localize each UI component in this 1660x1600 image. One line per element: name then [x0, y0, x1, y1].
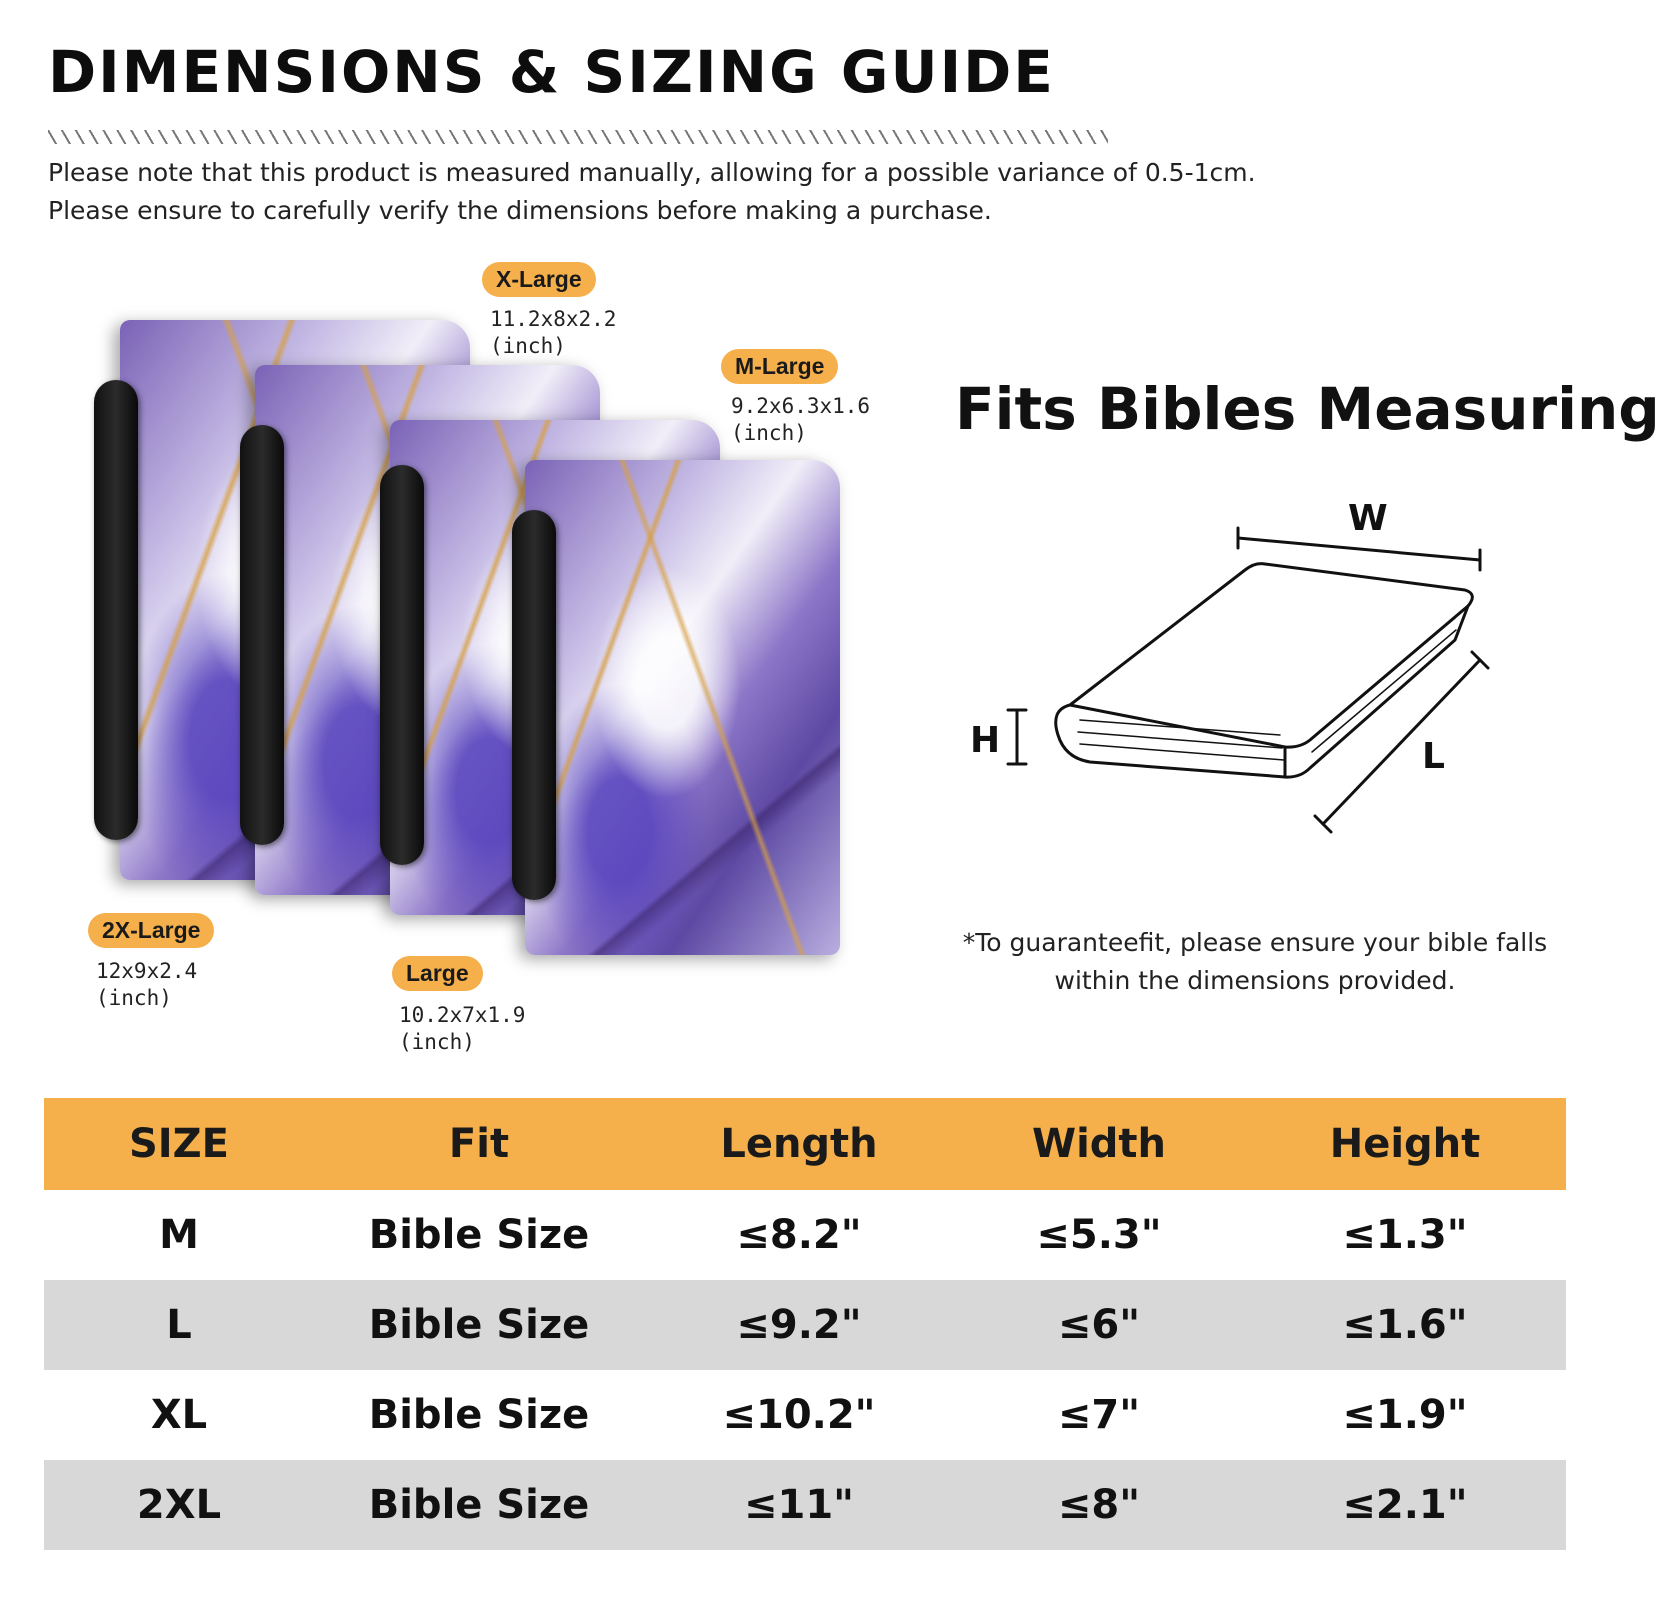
column-header-width: Width: [954, 1098, 1244, 1190]
dims-value: 9.2x6.3x1.6: [731, 394, 871, 418]
size-dims-x-large: [490, 306, 616, 360]
cell-width: ≤8": [954, 1460, 1244, 1550]
table-row: [44, 1190, 1566, 1280]
cell-length: ≤11": [644, 1460, 954, 1550]
cell-length: ≤8.2": [736, 1212, 862, 1258]
cell-length: ≤10.2": [722, 1392, 876, 1438]
dims-unit: (inch): [490, 334, 566, 358]
column-header-length: Length: [644, 1098, 954, 1190]
cell-size: XL: [150, 1392, 208, 1438]
dims-unit: (inch): [96, 986, 172, 1010]
size-dims-large: [399, 1002, 525, 1056]
dims-unit: (inch): [731, 421, 807, 445]
cell-height: ≤1.9": [1342, 1392, 1468, 1438]
cell-width: ≤6": [954, 1280, 1244, 1370]
cell-height: ≤1.3": [1342, 1212, 1468, 1258]
fit-guarantee-note-line-2: within the dimensions provided.: [1054, 966, 1456, 995]
cell-size: L: [44, 1280, 314, 1370]
cell-fit: Bible Size: [314, 1460, 644, 1550]
column-header-fit: Fit: [314, 1098, 644, 1190]
size-badge-x-large: X-Large: [482, 262, 596, 297]
cell-length: ≤9.2": [644, 1280, 954, 1370]
table-row: [44, 1460, 1566, 1550]
cell-size: 2XL: [44, 1460, 314, 1550]
handle-icon: [512, 510, 556, 900]
table-row: [44, 1370, 1566, 1460]
cell-width: ≤7": [1057, 1392, 1141, 1438]
cell-fit: Bible Size: [314, 1280, 644, 1370]
dims-value: 10.2x7x1.9: [399, 1003, 526, 1027]
book-cover-top: [1070, 564, 1472, 748]
column-header-size: SIZE: [44, 1098, 314, 1190]
size-dims-2x-large: [96, 958, 197, 1012]
dimension-label-l: L: [1422, 736, 1445, 777]
dims-value: 12x9x2.4: [96, 959, 198, 983]
cell-fit: Bible Size: [368, 1212, 590, 1258]
dims-unit: (inch): [399, 1030, 475, 1054]
measurement-note: Please note that this product is measured manually, allowing for a possible variance of 0.5-1cm.: [48, 158, 1256, 187]
cell-fit: Bible Size: [368, 1392, 590, 1438]
size-badge-large: Large: [392, 956, 483, 991]
fits-title: Fits Bibles Measuring: [955, 375, 1660, 443]
handle-icon: [380, 465, 424, 865]
size-dims-m-large: [731, 393, 870, 447]
dims-value: 11.2x8x2.2: [490, 307, 617, 331]
cell-height: ≤2.1": [1244, 1460, 1566, 1550]
table-header-row: [44, 1098, 1566, 1190]
column-header-height: Height: [1244, 1098, 1566, 1190]
cell-size: M: [159, 1212, 199, 1258]
hatch-divider: [48, 130, 1108, 144]
fit-guarantee-note: *To guaranteefit, please ensure your bible falls: [962, 928, 1548, 957]
page-title: DIMENSIONS & SIZING GUIDE: [48, 38, 1055, 106]
size-badge-m-large: M-Large: [721, 349, 838, 384]
handle-icon: [240, 425, 284, 845]
handle-icon: [94, 380, 138, 840]
dimension-label-w: W: [1348, 498, 1388, 539]
verify-note: Please ensure to carefully verify the dimensions before making a purchase.: [48, 196, 992, 225]
table-row: [44, 1280, 1566, 1370]
size-badge-2x-large: 2X-Large: [88, 913, 214, 948]
dimension-label-h: H: [970, 720, 1001, 761]
cover-m-large: [525, 460, 840, 955]
book-pages: [1056, 606, 1468, 777]
size-table: [44, 1098, 1566, 1550]
cell-width: ≤5.3": [1036, 1212, 1162, 1258]
book-dimension-diagram: [970, 490, 1540, 850]
cell-height: ≤1.6": [1244, 1280, 1566, 1370]
